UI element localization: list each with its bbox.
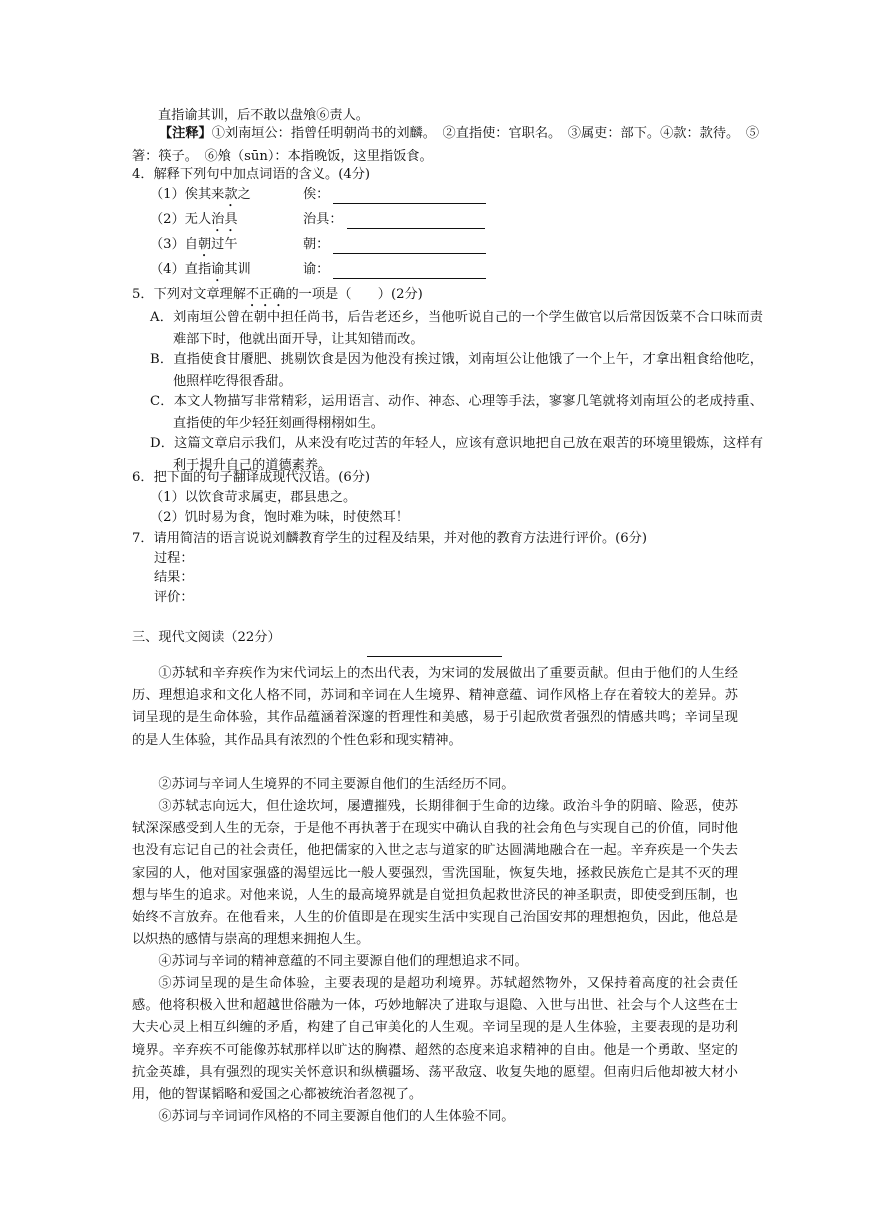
notes-label: 【注释】 (159, 126, 212, 141)
answer-blank[interactable] (333, 189, 486, 204)
paragraph-6: ⑥苏词与辛词词作风格的不同主要源自他们的人生体验不同。 (158, 1109, 515, 1124)
q4-stem: 4．解释下列句中加点词语的含义。(4分) (132, 167, 371, 182)
q6-stem: 6．把下面的句子翻译成现代汉语。(6分) (132, 470, 371, 485)
q4-answer-4[interactable]: 谕： (303, 260, 486, 279)
q5-option-b[interactable]: B．直指使食甘餍肥、挑剔饮食是因为他没有挨过饿，刘南垣公让他饿了一个上午，才拿出粗食给他吃，他照样吃得很香甜。 (150, 352, 763, 389)
paragraph-2: ②苏词与辛词人生境界的不同主要源自他们的生活经历不同。 (158, 777, 515, 792)
q7-field-evaluation[interactable]: 评价： (154, 590, 194, 605)
q7-field-result[interactable]: 结果： (154, 570, 194, 585)
answer-blank[interactable] (333, 264, 486, 279)
q5-option-c[interactable]: C．本文人物描写非常精彩，运用语言、动作、神态、心理等手法，寥寥几笔就将刘南垣公的老成持重、直指使的年少轻狂刻画得栩栩如生。 (150, 394, 763, 431)
q4-answer-2[interactable]: 治具： (303, 210, 485, 229)
q5-option-a[interactable]: A．刘南垣公曾在朝中担任尚书，后告老还乡，当他听说自己的一个学生做官以后常因饭菜不合口味而责难部下时，他就出面开导，让其知错而改。 (150, 310, 763, 347)
q7-stem: 7．请用简洁的语言说说刘麟教育学生的过程及结果，并对他的教育方法进行评价。(6分) (132, 531, 648, 546)
q4-item: （3）自朝过午 (150, 237, 238, 252)
q4-item: （2）无人治具 (150, 212, 238, 227)
notes-text: ①刘南垣公：指曾任明朝尚书的刘麟。 ②直指使：官职名。 ③属吏：部下。④款：款待。 ⑤箸：筷子。 ⑥飧（sūn）：本指晚饭，这里指饭食。 (132, 126, 760, 164)
paragraph-3: ③苏轼志向远大，但仕途坎坷，屡遭摧残，长期徘徊于生命的边缘。政治斗争的阴暗、险恶，使苏轼深深感受到人生的无奈，于是他不再执著于在现实中确认自我的社会角色与实现自己的价值，同时他也没有忘记自己的社会责任，他把儒家的入世之志与道家的旷达圆满地融合在一起。辛弃疾是一个失去家园的人，他对国家强盛的渴望远比一般人要强烈，雪洗国耻，恢复失地，拯救民族危亡是其不灭的理想与毕生的追求。对他来说，人生的最高境界就是自觉担负起救世济民的神圣职责，即使受到压制，也始终不言放弃。在他看来，人生的价值即是在现实生活中实现自己治国安邦的理想抱负，因此，他总是以炽热的感情与崇高的理想来拥抱人生。 (132, 799, 738, 948)
paragraph-4: ④苏词与辛词的精神意蕴的不同主要源自他们的理想追求不同。 (158, 954, 528, 969)
q6-item-2: （2）饥时易为食，饱时难为味，时使然耳！ (150, 510, 409, 525)
answer-blank[interactable] (333, 239, 486, 254)
passage-last-line: 直指谕其训，后不敢以盘飧⑥责人。 (158, 108, 369, 123)
paragraph-1: ①苏轼和辛弃疾作为宋代词坛上的杰出代表，为宋词的发展做出了重要贡献。但由于他们的人生经历、理想追求和文化人格不同，苏词和辛词在人生境界、精神意蕴、词作风格上存在着较大的差异。苏词呈现的是生命体验，其作品蕴涵着深邃的哲理性和美感，易于引起欣赏者强烈的情感共鸣；辛词呈现的是人生体验，其作品具有浓烈的个性色彩和现实精神。 (132, 666, 738, 748)
section-heading: 三、现代文阅读（22分） (132, 630, 281, 645)
q5-option-d[interactable]: D．这篇文章启示我们，从来没有吃过苦的年轻人，应该有意识地把自己放在艰苦的环境里锻炼，这样有利于提升自己的道德素养。 (150, 436, 763, 473)
q7-field-process[interactable]: 过程： (154, 551, 194, 566)
q4-item: （4）直指谕其训 (150, 262, 251, 277)
annotation-notes (132, 122, 772, 168)
q4-answer-1[interactable]: 俟： (303, 185, 486, 204)
q5-stem: 5．下列对文章理解不正确的一项是（ ）(2分) (132, 287, 423, 302)
q4-answer-3[interactable]: 朝： (303, 235, 486, 254)
q6-item-1: （1）以饮食苛求属吏，郡县患之。 (150, 490, 357, 505)
answer-blank[interactable] (347, 214, 485, 229)
title-blank-line (367, 656, 502, 657)
paragraph-5: ⑤苏词呈现的是生命体验，主要表现的是超功利境界。苏轼超然物外，又保持着高度的社会责任感。他将积极入世和超越世俗融为一体，巧妙地解决了进取与退隐、入世与出世、社会与个人这些在士大夫心灵上相互纠缠的矛盾，构建了自己审美化的人生观。辛词呈现的是人生体验，主要表现的是功利境界。辛弃疾不可能像苏轼那样以旷达的胸襟、超然的态度来追求精神的自由。他是一个勇敢、坚定的抗金英雄，具有强烈的现实关怀意识和纵横疆场、荡平敌寇、收复失地的愿望。但南归后他却被大材小用，他的智谋韬略和爱国之心都被统治者忽视了。 (132, 976, 738, 1103)
q4-item: （1）俟其来款之 (150, 187, 251, 202)
